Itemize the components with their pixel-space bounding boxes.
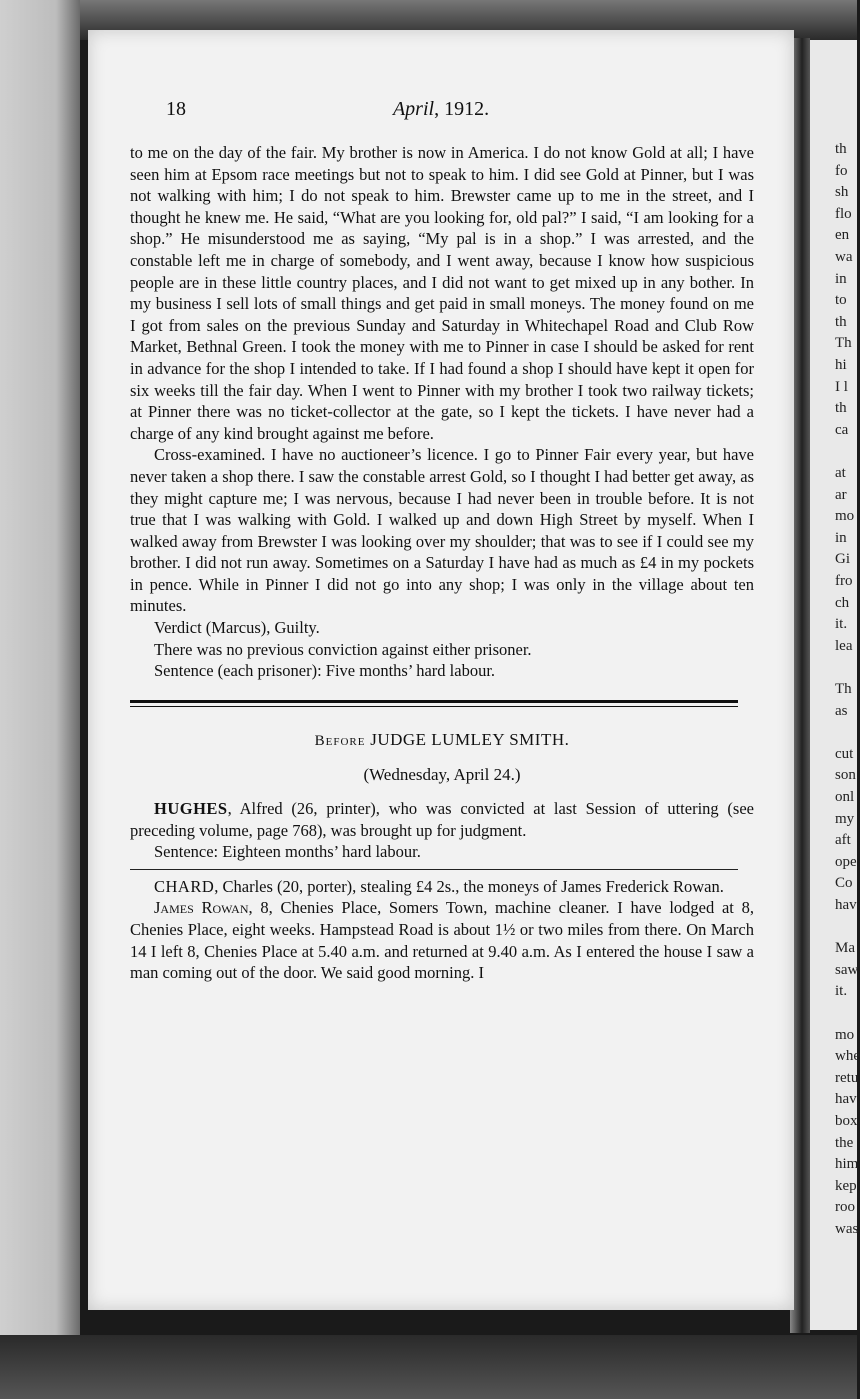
facing-page-fragment: son — [835, 767, 856, 784]
facing-page-fragment: sh — [835, 184, 849, 201]
paragraph-defendant-testimony: to me on the day of the fair. My brother is now in America. I do not know Gold at all; I have seen him at Epsom race meetings but not to speak to him. I did see Gold at Pinner, but I was not walking with him; I do not speak to him. Brewster came up to me in the street, and I thought he knew me. He said, “What are you looking for, old pal?” I said, “I am looking for a shop.” He misunderstood me as saying, “My pal is in a shop.” I was arrested, and the constable left me in charge of somebody, and I went away, because I know how suspicious people are in these little country places, and I did not want to get mixed up in any bother. In my business I sell lots of small things and get paid in small moneys. The money found on me I got from sales on the previous Sunday and Saturday in Whitechapel Road and Club Row Market, Bethnal Green. I took the money with me to Pinner in case I should be asked for rent in advance for the shop I intended to take. If I had found a shop I should have kept it open for six weeks till the fair day. When I went to Pinner with my brother I took two railway tickets; at Pinner there was no ticket-collector at the gate, so I kept the tickets. I have never had a charge of any kind brought against me before. — [130, 143, 754, 443]
facing-page-fragment: it. — [835, 616, 848, 633]
facing-page-fragment: whe — [835, 1048, 860, 1065]
facing-page-fragment: hi — [835, 357, 847, 373]
paragraph-sentence: Sentence (each prisoner): Five months’ hard labour. — [154, 661, 496, 681]
section-divider-thick — [130, 700, 738, 703]
section-divider-thin — [130, 706, 738, 707]
page-header — [88, 98, 794, 122]
chard-text: , Charles (20, porter), stealing £4 2s., the moneys of James Frederick Rowan. — [214, 876, 724, 896]
facing-page-fragment: cut — [835, 745, 854, 762]
defendant-name-hughes: HUGHES — [154, 799, 228, 819]
facing-page-fragment: roo — [835, 1199, 855, 1216]
facing-page-fragment: fo — [835, 162, 848, 179]
facing-page-fragment: the — [835, 1134, 854, 1151]
facing-page-fragment: as — [835, 702, 848, 719]
rowan-text: , 8, Chenies Place, Somers Town, machine cleaner. I have lodged at 8, Chenies Place, eight weeks. Hampstead Road is about 1½ or two miles from there. On March 14 I left 8, Chenies Place at 5.40 a.m. and returned at 9.40 a.m. As I entered the house I saw a man coming out of the door. We said good morning. I — [130, 898, 754, 983]
facing-page-fragment: aft — [835, 832, 851, 849]
case-divider — [130, 869, 738, 870]
witness-name-rowan: James Rowan — [154, 898, 249, 918]
facing-page-fragment: to — [835, 292, 847, 309]
scan-border-left — [0, 0, 80, 1399]
paragraph-hughes — [130, 798, 754, 841]
paragraph-cross-examined: Cross-examined. I have no auctioneer’s licence. I go to Pinner Fair every year, but have never taken a shop there. I saw the constable arrest Gold, so I thought I had better get away, as they might capture me; I was nervous, because I had never been in trouble before. It is not true that I was walking with Gold. I walked up and down High Street by myself. When I walked away from Brewster I was looking over my shoulder; that was to see if I could see my brother. I did not run away. Sometimes on a Saturday I have had as much as £4 in my pockets in pence. While in Pinner I did not go into any shop; I was only in the village about ten minutes. — [130, 445, 754, 616]
section-title — [130, 729, 754, 753]
facing-page-fragment: onl — [835, 789, 855, 805]
section-title-judge: JUDGE LUMLEY SMITH. — [365, 729, 570, 749]
facing-page-fragment: ar — [835, 486, 847, 503]
page-number: 18 — [166, 98, 186, 120]
facing-page-fragment: in — [835, 529, 847, 546]
facing-page-fragment: my — [835, 810, 855, 827]
running-head — [88, 98, 794, 121]
facing-page-fragment: I l — [835, 378, 848, 395]
facing-page-fragment: mo — [835, 1026, 855, 1043]
facing-page-fragment: wa — [835, 249, 853, 265]
paragraph-previous-conviction: There was no previous conviction against either prisoner. — [154, 639, 532, 659]
facing-page-fragment: th — [835, 313, 847, 330]
facing-page-fragment: him — [835, 1156, 859, 1173]
facing-page-fragment: it. — [835, 983, 848, 1000]
facing-page-fragment: Gi — [835, 551, 850, 568]
facing-page-fragment: ch — [835, 594, 850, 611]
facing-page-fragment: en — [835, 227, 850, 244]
facing-page-edge — [805, 40, 860, 1330]
facing-page-fragment: lea — [835, 637, 853, 654]
hughes-text: , Alfred (26, printer), who was convicted at last Session of uttering (see preceding volume, page 768), was brought up for judgment. — [130, 799, 754, 840]
document-page — [88, 30, 794, 1310]
scan-border-bottom — [0, 1335, 857, 1399]
facing-page-fragment: hav — [835, 897, 857, 913]
facing-page-fragment: Th — [835, 335, 852, 352]
facing-page-fragment: Co — [835, 875, 853, 892]
running-head-year: , 1912. — [434, 98, 490, 120]
paragraph-chard — [130, 876, 754, 898]
facing-page-fragment: retu — [835, 1069, 859, 1086]
facing-page-fragment: in — [835, 270, 847, 287]
paragraph-hughes-sentence: Sentence: Eighteen months’ hard labour. — [154, 842, 421, 862]
facing-page-fragment: th — [835, 141, 847, 157]
paragraph-rowan — [130, 897, 754, 983]
defendant-name-chard: CHARD — [154, 876, 215, 896]
section-title-prefix: Before — [314, 732, 366, 749]
body-text — [130, 142, 754, 984]
section-date: (Wednesday, April 24.) — [363, 765, 521, 785]
paragraph-verdict: Verdict (Marcus), Guilty. — [154, 618, 320, 638]
facing-page-fragment: th — [835, 400, 847, 417]
facing-page-fragment: hav — [835, 1091, 857, 1108]
facing-page-fragment: mo — [835, 508, 855, 525]
facing-page-fragment: kep — [835, 1177, 857, 1194]
facing-page-fragment: flo — [835, 205, 852, 222]
facing-page-fragment: ope — [835, 853, 857, 870]
facing-page-fragment: saw — [835, 961, 859, 978]
facing-page-fragment: was — [835, 1221, 859, 1237]
facing-page-fragment: at — [835, 465, 846, 481]
running-head-month: April — [392, 98, 435, 120]
facing-page-fragment: ca — [835, 421, 849, 438]
facing-page-fragment: fro — [835, 573, 853, 589]
facing-page-fragment: Th — [835, 681, 852, 697]
facing-page-fragment: box — [835, 1113, 858, 1129]
facing-page-fragment: Ma — [835, 940, 855, 957]
